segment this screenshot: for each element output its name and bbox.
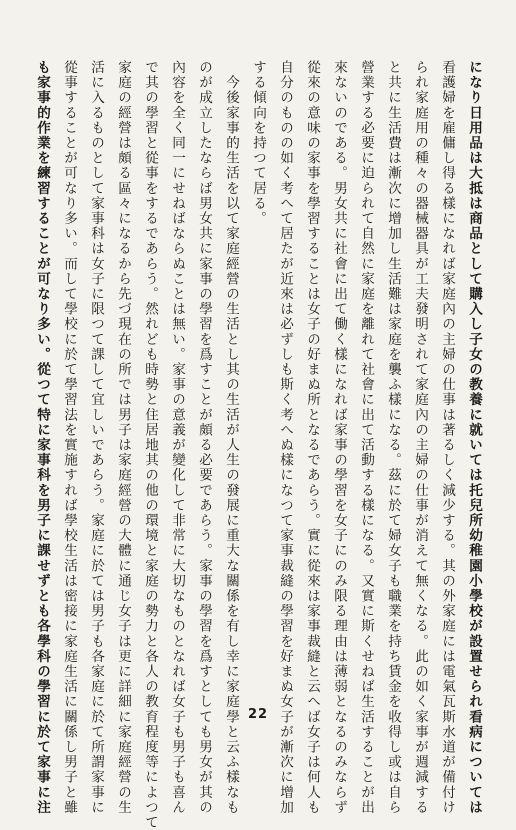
text-column: 內容を全く同一にせねばならぬことは無い。家事の意義が變化して非常に大切なものとなれば女子も男子も喜ん [169,60,185,815]
text-column: になり日用品は大抵は商品として購入し子女の教養に就いては托兒所幼稚園小學校が設置せられ看病については [466,60,482,815]
text-column: られ家庭用の種々の器械器具が工夫發明されて家庭內の主婦の仕事が消えて無くなる。此の如く家事が週減する [412,60,428,815]
text-column: 自分のものの如く考へて居たが近來は必ずしも斯く考へぬ樣になつて家事裁縫の學習を好まぬ女子が漸次に增加 [277,60,293,815]
text-column: で其の學習と從事をするであらう。然れども時勢と住居地其の他の環境と家庭の勢力と各人の教育程度等によつて [142,60,158,830]
text-column: 看護婦を雇傭し得る樣になれば家庭內の主婦の仕事は著るしく減少する。其の外家庭には電氣瓦斯水道が備付け [439,60,455,815]
text-column: 營業する必要に迫られて自然に家庭を離れて社會に出て活動する樣になる。又實に斯くせねば生活することが出 [358,60,374,815]
text-column: 活に入るものとして家事科は女子に限つて課して宜しいであらう。家庭に於ては男子も各家庭に於て所謂家事に [88,60,104,815]
text-column: と共に生活費は漸次に增加し生活難は家庭を襲ふ樣になる。茲に於て婦女子も職業を持ち賃金を收得し或は自ら [385,60,401,815]
text-column: する傾向を持つて居る。 [250,60,266,227]
text-column: 從事することが可なり多い。而して學校に於て學習法を實施すれば學校生活は密接に家庭生活に關係し男子と雖 [61,60,77,815]
text-column: のが成立したならば男女共に家事の學習を爲すことが頗る必要であらう。家事の學習を爲すとしても男女が其の [196,60,212,815]
text-column: 來ないのである。男女共に社會に出て働く樣になれば家事の學習を女子にのみ限る理由は薄弱となるのみならず [331,60,347,815]
text-column: 家庭の經營は頗る區々になるから先づ現在の所では男子は家庭經營の大體に通じ女子は更に詳細に家庭經營の生 [115,60,131,815]
text-column: 從來の意味の家事を學習することは女子の好まぬ所となるであらう。實に從來は家事裁縫と云へば女子は何人も [304,60,320,815]
page-number: 22 [247,707,269,722]
text-column: 今後家事的生活を以て家庭經營の生活とし其の生活が人生の發展に重大な關係を有し幸に家庭學と云ふ樣なも [223,60,239,815]
text-column: も家事的作業を練習することが可なり多い。從つて特に家事科を男子に課せずとも各學科の學習に於て家事に注 [34,60,50,815]
